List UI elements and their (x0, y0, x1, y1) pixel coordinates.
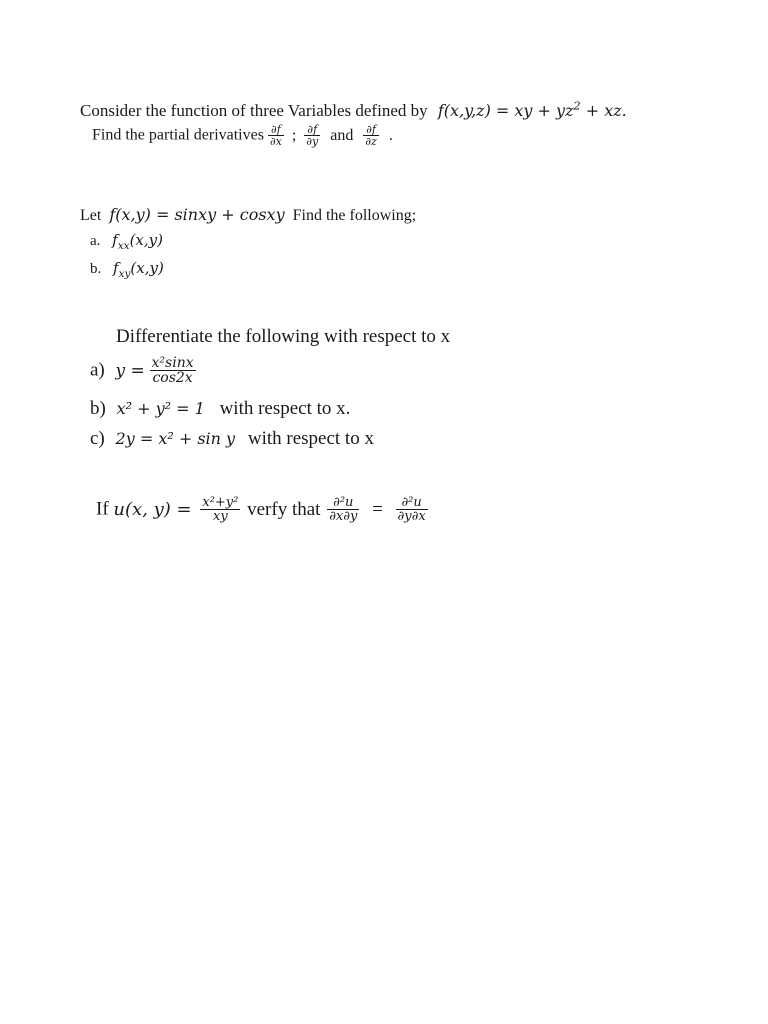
q4-right-derivative: $\frac{\text{∂²u}}{\partial y\partial x}$ (397, 495, 426, 524)
q3-a-label: a) (90, 359, 105, 381)
q4-line (96, 496, 428, 523)
q2-find: Find the following; (292, 207, 417, 224)
q3-c-label: c) (90, 428, 105, 449)
q1-period: . (388, 126, 393, 144)
q3-a-fraction: $\frac{\text{x²sinx}}{\cos 2x}$ (151, 355, 194, 386)
q1-intro: Consider the function of three Variables defined by (80, 101, 428, 120)
q2-line-1 (80, 205, 416, 225)
q3-b-expr: x² + y² = 1 (116, 399, 205, 418)
q4-equals: = (372, 498, 383, 520)
q1-line-2 (92, 124, 393, 147)
q1-line-1 (80, 101, 627, 121)
q4-if: If (96, 498, 109, 520)
q1-function: f(x,y,z) = xy + $yz^2$ + xz. (437, 99, 627, 120)
q3-item-a (90, 356, 196, 385)
q2-item-b (90, 259, 164, 278)
q2-item-a (90, 231, 163, 250)
q1-derivative-z: $\frac{\partial f}{\partial z}$ (365, 123, 377, 148)
q3-c-tail: with respect to x (247, 428, 374, 449)
q3-a-lhs: y = (115, 360, 145, 381)
q3-item-c (90, 428, 374, 450)
q2-b-label: b. (90, 261, 102, 277)
q1-derivative-x: $\frac{\partial f}{\partial x}$ (269, 123, 282, 148)
q3-c-expr: 2y = x² + sin y (115, 429, 236, 448)
q3-b-label: b) (90, 398, 106, 419)
q4-left-derivative: $\frac{\text{∂²u}}{\partial x\partial y}$ (329, 495, 358, 524)
q1-separator: ; (291, 126, 297, 144)
q1-find: Find the partial derivatives (92, 126, 264, 144)
q4-lhs: u(x, y) = (113, 499, 192, 520)
q4-fraction: $\frac{\text{x²+y²}}{xy}$ (202, 495, 239, 524)
q2-a-label: a. (90, 233, 101, 249)
q2-let: Let (80, 207, 102, 224)
q3-b-tail: with respect to x. (219, 398, 351, 419)
q4-verify: verfy that (247, 498, 321, 520)
q2-a-expr: $f_{xx}(x,y)$ (112, 231, 163, 252)
q3-item-b (90, 398, 350, 420)
q1-derivative-y: $\frac{\partial f}{\partial y}$ (306, 123, 319, 148)
q2-b-expr: $f_{xy}(x,y)$ (113, 259, 164, 280)
q2-function: f(x,y) = sinxy + cosxy (109, 205, 285, 224)
q1-and: and (330, 126, 354, 144)
q3-title: Differentiate the following with respect to x (116, 326, 451, 347)
